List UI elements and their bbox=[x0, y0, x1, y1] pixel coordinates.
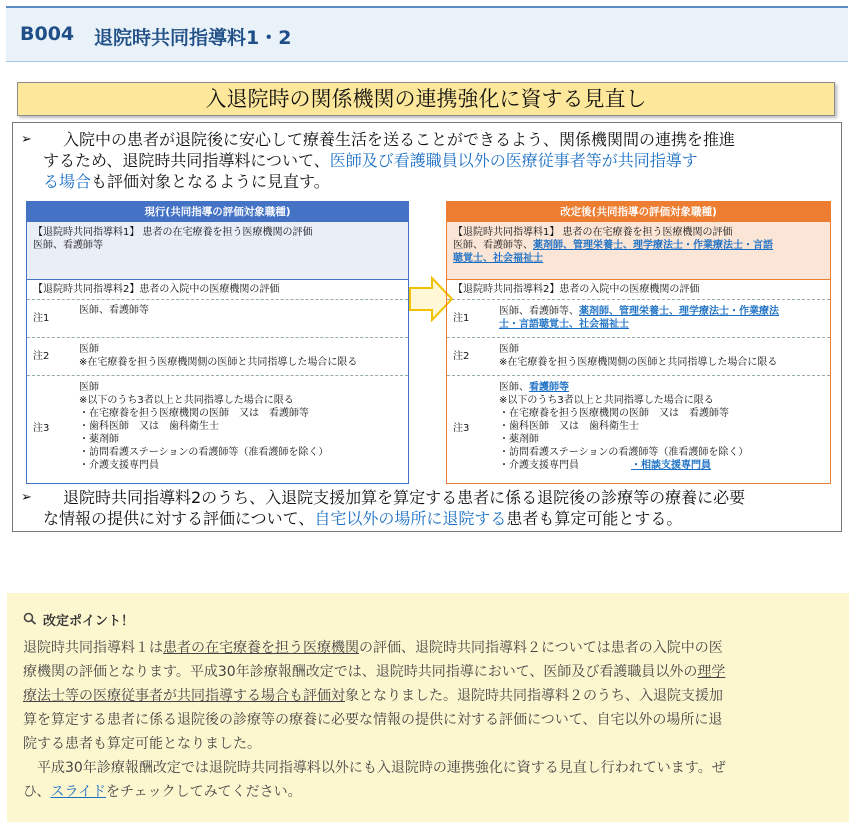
page-title: 退院時共同指導料1・2 bbox=[94, 27, 292, 49]
note-text: ※以下のうち3者以上と共同指導した場合に限る bbox=[499, 395, 714, 406]
bullet-2-line-2 bbox=[21, 508, 833, 529]
note-text: ※在宅療養を担う医療機関側の医師と共同指導した場合に限る bbox=[499, 357, 778, 368]
added-staff: 薬剤師、管理栄養士、理学療法士・作業療法 bbox=[579, 306, 779, 317]
note-text: ・薬剤師 bbox=[499, 434, 539, 445]
note-label: 注1 bbox=[453, 313, 470, 324]
added-staff: 士・言語聴覚士、社会福祉士 bbox=[499, 319, 629, 330]
note-label: 注2 bbox=[33, 351, 50, 362]
revision-point-title: 改定ポイント！ bbox=[43, 614, 135, 629]
slide-banner: 入退院時の関係機関の連携強化に資する見直し bbox=[17, 82, 835, 116]
revised-note-1 bbox=[447, 299, 830, 337]
note-text: ・訪問看護ステーションの看護師等（准看護師を除く） bbox=[499, 447, 749, 458]
revision-point-heading bbox=[23, 610, 134, 629]
current-note-1 bbox=[27, 299, 408, 337]
revision-point-box bbox=[7, 593, 849, 822]
note-text: ・薬剤師 bbox=[79, 434, 119, 445]
note-text: ・歯科医師 又は 歯科衛生士 bbox=[79, 421, 219, 432]
note-label: 注3 bbox=[33, 423, 50, 434]
note-text: ・介護支援専門員 bbox=[499, 460, 579, 471]
underlined-text: 患者の在宅療養を担う医療機関 bbox=[163, 640, 359, 656]
note-text: ※在宅療養を担う医療機関側の医師と共同指導した場合に限る bbox=[79, 357, 358, 368]
underlined-text: 療法士等の医療従事者が共同指導する場合も評価対 bbox=[23, 688, 345, 704]
fee2-title: 【退院時共同指導料2】患者の入院中の医療機関の評価 bbox=[453, 284, 700, 295]
note-text: 医師、看護師等 bbox=[79, 305, 149, 316]
highlight-text: 自宅以外の場所に退院する bbox=[314, 509, 507, 528]
current-note-2 bbox=[27, 337, 408, 375]
added-staff: 看護師等 bbox=[529, 382, 569, 393]
fee1-staff bbox=[453, 239, 824, 252]
magnifier-icon bbox=[23, 612, 37, 629]
note-text: ・訪問看護ステーションの看護師等（准看護師を除く） bbox=[79, 447, 329, 458]
note-text: ・歯科医師 又は 歯科衛生士 bbox=[499, 421, 639, 432]
current-table-heading: 現行(共同指導の評価対象職種) bbox=[27, 202, 408, 222]
text: 象となりました。退院時共同指導料２のうち、入退院支援加 bbox=[345, 688, 723, 704]
text: 医師、看護師等、 bbox=[453, 240, 533, 251]
note-label: 注2 bbox=[453, 351, 470, 362]
text: 療機関の評価となります。平成30年診療報酬改定では、退院時共同指導において、医師及び看護職員以外の bbox=[23, 664, 698, 680]
slide-body bbox=[12, 122, 842, 532]
text: の評価、退院時共同指導料２については患者の入院中の医 bbox=[359, 640, 723, 656]
text: 平成30年診療報酬改定では退院時共同指導料以外にも入退院時の連携強化に資する見直し行われています。ぜ bbox=[23, 760, 726, 776]
note-text: 医師 bbox=[499, 344, 519, 355]
revised-fee2-title bbox=[447, 279, 830, 299]
note-text: 医師 bbox=[79, 382, 99, 393]
bullet-1-line-2 bbox=[21, 150, 833, 171]
revised-fee1 bbox=[447, 222, 830, 279]
note-text: ・在宅療養を担う医療機関の医師 又は 看護師等 bbox=[79, 408, 309, 419]
note-label: 注3 bbox=[453, 423, 470, 434]
bullet-marker-icon: ➢ bbox=[21, 490, 32, 505]
slide-link[interactable]: スライド bbox=[50, 784, 107, 800]
bullet-1-line-1: 入院中の患者が退院後に安心して療養生活を送ることができるよう、関係機関間の連携を推進 bbox=[63, 130, 736, 149]
note-text: ・在宅療養を担う医療機関の医師 又は 看護師等 bbox=[499, 408, 729, 419]
added-staff: ・相談支援専門員 bbox=[631, 460, 711, 471]
current-table bbox=[26, 201, 409, 484]
text: 院する患者も算定可能となりました。 bbox=[23, 736, 261, 752]
highlight-text: る場合 bbox=[43, 172, 92, 191]
fee1-staff: 医師、看護師等 bbox=[33, 240, 103, 251]
page-header bbox=[6, 6, 848, 62]
highlight-text: 医師及び看護職員以外の医療従事者等が共同指導す bbox=[329, 151, 698, 170]
note-text: ・介護支援専門員 bbox=[79, 460, 159, 471]
text: も評価対象となるように見直す。 bbox=[91, 172, 330, 191]
current-fee1 bbox=[27, 222, 408, 279]
revision-slide bbox=[12, 78, 842, 533]
added-staff: 薬剤師、管理栄養士、理学療法士・作業療法士・言語 bbox=[533, 240, 773, 251]
current-fee2-title bbox=[27, 279, 408, 299]
note-text: 医師 bbox=[79, 344, 99, 355]
fee1-title: 【退院時共同指導料1】 患者の在宅療養を担う医療機関の評価 bbox=[453, 227, 733, 238]
bullet-1-line-3 bbox=[21, 171, 833, 192]
text: をチェックしてみてください。 bbox=[106, 784, 302, 800]
revised-note-3 bbox=[447, 375, 830, 483]
text: 患者も算定可能とする。 bbox=[506, 509, 683, 528]
revision-point-text bbox=[23, 636, 835, 804]
fee2-title: 【退院時共同指導料2】患者の入院中の医療機関の評価 bbox=[33, 284, 280, 295]
revised-note-2 bbox=[447, 337, 830, 375]
text: するため、退院時共同指導料について、 bbox=[43, 151, 330, 170]
revised-table bbox=[446, 201, 831, 484]
note-text: 医師、 bbox=[499, 382, 529, 393]
added-staff: 聴覚士、社会福祉士 bbox=[453, 253, 543, 264]
revised-table-heading: 改定後(共同指導の評価対象職種) bbox=[447, 202, 830, 222]
bullet-1 bbox=[21, 129, 833, 192]
text: 算を算定する患者に係る退院後の診療等の療養に必要な情報の提供に対する評価について、自宅以外の場所に退 bbox=[23, 712, 723, 728]
note-label: 注1 bbox=[33, 313, 50, 324]
section-code: B004 bbox=[20, 23, 75, 45]
text: ひ、 bbox=[23, 784, 51, 800]
current-note-3 bbox=[27, 375, 408, 483]
fee1-title: 【退院時共同指導料1】 患者の在宅療養を担う医療機関の評価 bbox=[33, 227, 313, 238]
text: な情報の提供に対する評価について、 bbox=[43, 509, 315, 528]
bullet-2-line-1: 退院時共同指導料2のうち、入退院支援加算を算定する患者に係る退院後の診療等の療養に必要 bbox=[63, 488, 746, 507]
note-text: 医師、看護師等、 bbox=[499, 306, 579, 317]
bullet-marker-icon: ➢ bbox=[21, 132, 32, 147]
bullet-2 bbox=[21, 487, 833, 529]
note-text: ※以下のうち3者以上と共同指導した場合に限る bbox=[79, 395, 294, 406]
text: 退院時共同指導料１は bbox=[23, 640, 163, 656]
underlined-text: 理学 bbox=[697, 664, 726, 680]
